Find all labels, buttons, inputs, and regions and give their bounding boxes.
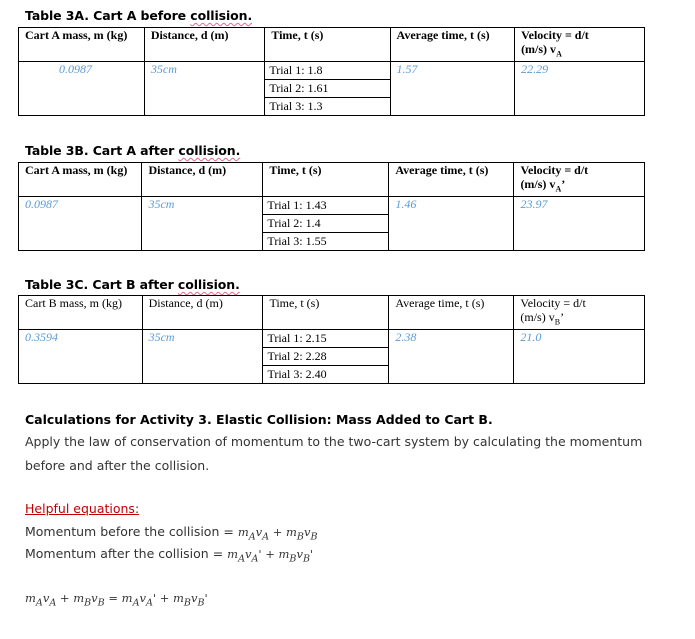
momentum-after-formula-image: $m_Av_A' + m_Bv_B'$ [227, 547, 314, 565]
header-mass: Cart A mass, m (kg) [19, 163, 142, 197]
table-3c-caption-prefix: Table 3C. Cart B after [25, 277, 178, 292]
trial-3: Trial 3: 1.3 [269, 99, 323, 114]
momentum-after-line [25, 546, 313, 564]
cell-average: 2.38 [389, 330, 514, 384]
trial-2: Trial 2: 1.4 [263, 215, 388, 233]
header-velocity [515, 28, 645, 62]
table-3b [18, 162, 645, 251]
table-3b-caption-prefix: Table 3B. Cart A after [25, 143, 179, 158]
trial-2: Trial 2: 1.61 [265, 80, 389, 98]
header-velocity-sub: B [554, 317, 561, 327]
header-velocity-sub: A [555, 184, 562, 194]
table-3a-caption-word: collision. [190, 8, 253, 23]
cell-trials [265, 62, 390, 116]
table-3b-caption [25, 143, 240, 158]
header-velocity-sub: A [556, 49, 562, 59]
trial-1: Trial 1: 2.15 [263, 330, 388, 348]
header-velocity-line1: Velocity = d/t [520, 296, 586, 310]
header-distance: Distance, d (m) [144, 28, 264, 62]
cell-trials [263, 330, 389, 384]
header-time: Time, t (s) [265, 28, 390, 62]
conservation-equation-formula-image: $m_Av_A + m_Bv_B = m_Av_A' + m_Bv_B'$ [25, 591, 208, 609]
trial-3: Trial 3: 2.40 [267, 367, 327, 382]
header-velocity-line2: (m/s) v [520, 177, 556, 191]
header-average-time: Average time, t (s) [389, 296, 514, 330]
cell-velocity: 21.0 [514, 330, 645, 384]
header-mass: Cart B mass, m (kg) [19, 296, 143, 330]
header-velocity-line1: Velocity = d/t [520, 163, 589, 177]
header-average-time: Average time, t (s) [390, 28, 515, 62]
cell-mass: 0.3594 [19, 330, 143, 384]
trial-3: Trial 3: 1.55 [267, 234, 327, 249]
table-3b-caption-word: collision. [178, 143, 241, 158]
cell-distance: 35cm [142, 197, 263, 251]
header-velocity-prime: ’ [561, 177, 566, 191]
momentum-before-line [25, 524, 318, 542]
cell-average: 1.46 [389, 197, 514, 251]
conservation-equation [25, 590, 208, 608]
header-velocity [514, 163, 645, 197]
trial-2: Trial 2: 2.28 [263, 348, 388, 366]
trial-1: Trial 1: 1.43 [263, 197, 388, 215]
table-3c [18, 295, 645, 384]
header-velocity-line1: Velocity = d/t [521, 28, 589, 42]
helpful-equations-heading [25, 501, 139, 516]
header-velocity-line2: (m/s) v [521, 42, 557, 56]
cell-distance: 35cm [142, 330, 263, 384]
helpful-equations-colon: : [134, 501, 140, 516]
header-distance: Distance, d (m) [142, 296, 263, 330]
header-time: Time, t (s) [263, 296, 389, 330]
cell-distance: 35cm [144, 62, 264, 116]
helpful-equations-link[interactable]: Helpful equations [25, 501, 135, 516]
header-velocity [514, 296, 645, 330]
table-3c-caption-word: collision. [177, 277, 240, 292]
cell-mass: 0.0987 [19, 197, 142, 251]
header-distance: Distance, d (m) [142, 163, 263, 197]
table-3a-caption-prefix: Table 3A. Cart A before [25, 8, 191, 23]
header-mass: Cart A mass, m (kg) [19, 28, 145, 62]
trial-1: Trial 1: 1.8 [265, 62, 389, 80]
header-time: Time, t (s) [263, 163, 389, 197]
momentum-after-label: Momentum after the collision = [25, 546, 228, 561]
cell-velocity: 22.29 [515, 62, 645, 116]
momentum-before-label: Momentum before the collision = [25, 524, 238, 539]
header-velocity-prime: ’ [560, 310, 565, 324]
momentum-before-formula-image: $m_Av_A + m_Bv_B$ [237, 525, 318, 543]
calculations-heading: Calculations for Activity 3. Elastic Collision: Mass Added to Cart B. [25, 412, 493, 427]
cell-velocity: 23.97 [514, 197, 645, 251]
header-velocity-line2: (m/s) v [520, 310, 555, 324]
calculations-paragraph: Apply the law of conservation of momentum to the two-cart system by calculating the momentum before and after the collision. [25, 434, 643, 473]
header-average-time: Average time, t (s) [389, 163, 514, 197]
cell-mass: 0.0987 [19, 62, 145, 116]
cell-trials [263, 197, 389, 251]
table-3a-caption [25, 8, 252, 23]
cell-average: 1.57 [390, 62, 515, 116]
table-3a [18, 27, 645, 116]
table-3c-caption [25, 277, 240, 292]
